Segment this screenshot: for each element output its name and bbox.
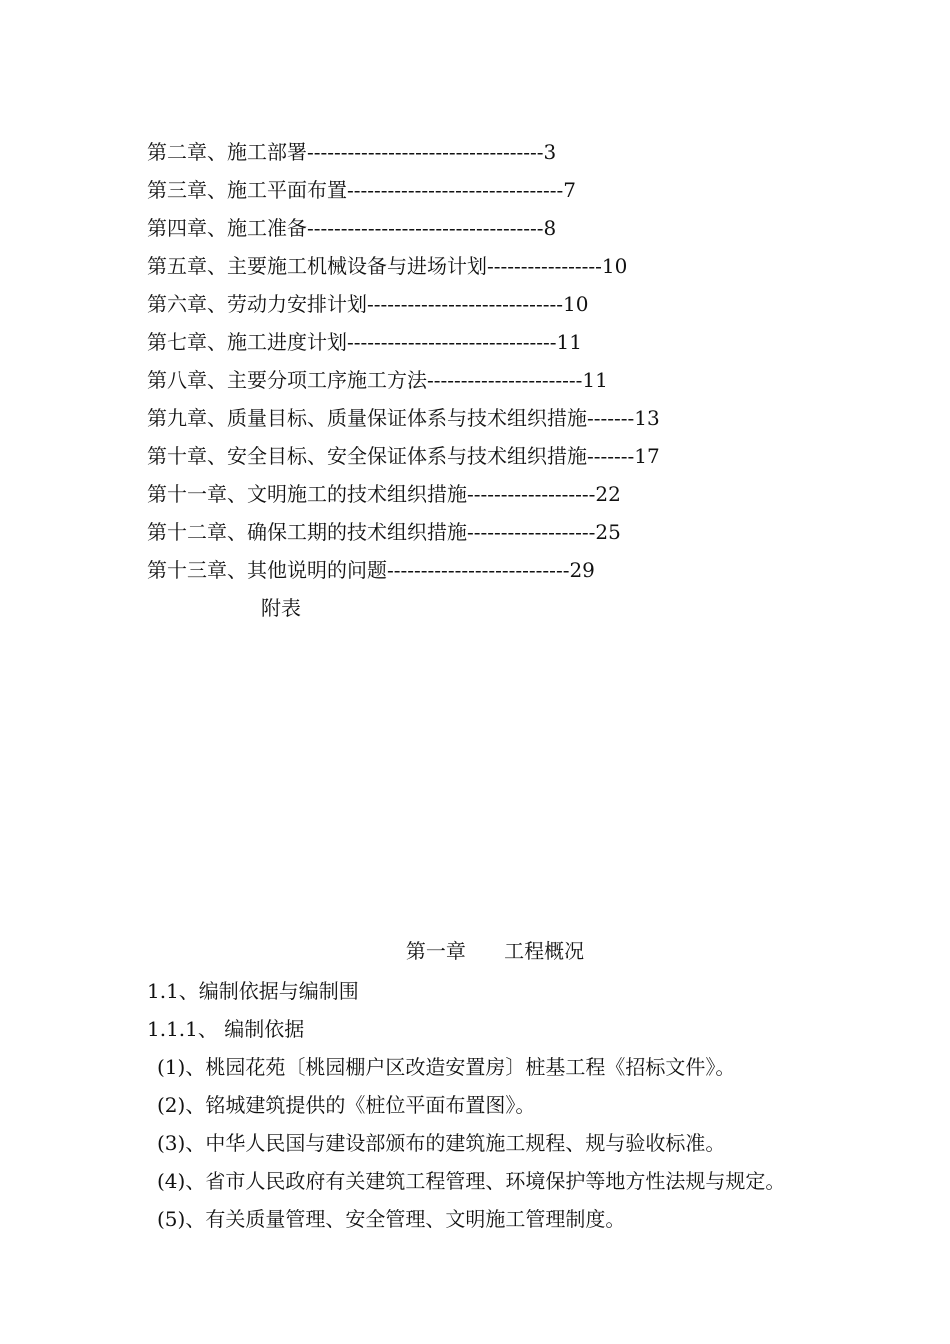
toc-entry[interactable]: 第五章、主要施工机械设备与进场计划-----------------10	[147, 254, 628, 278]
chapter-body	[147, 977, 907, 1243]
toc-entry[interactable]: 第十章、安全目标、安全保证体系与技术组织措施-------17	[147, 444, 660, 468]
chapter-heading: 第一章 工程概况	[405, 939, 585, 963]
basis-list-item: (2)、铭城建筑提供的《桩位平面布置图》。	[157, 1093, 536, 1117]
toc-entry[interactable]: 第十二章、确保工期的技术组织措施-------------------25	[147, 520, 621, 544]
toc-entry[interactable]: 第七章、施工进度计划-------------------------------11	[147, 330, 582, 354]
toc-entry[interactable]: 第四章、施工准备-----------------------------------8	[147, 216, 557, 240]
section-heading: 1.1、编制依据与编制围	[147, 979, 359, 1003]
toc-entry[interactable]: 第十三章、其他说明的问题---------------------------29	[147, 558, 595, 582]
subsection-heading: 1.1.1、 编制依据	[147, 1017, 305, 1041]
basis-list-item: (4)、省市人民政府有关建筑工程管理、环境保护等地方性法规与规定。	[157, 1169, 786, 1193]
toc-entry[interactable]: 第六章、劳动力安排计划-----------------------------10	[147, 292, 589, 316]
toc-entry[interactable]: 第十一章、文明施工的技术组织措施-------------------22	[147, 482, 621, 506]
basis-list-item: (1)、桃园花苑〔桃园棚户区改造安置房〕桩基工程《招标文件》。	[157, 1055, 736, 1079]
basis-list-item: (3)、中华人民国与建设部颁布的建筑施工规程、规与验收标准。	[157, 1131, 726, 1155]
toc-entry[interactable]: 第八章、主要分项工序施工方法-----------------------11	[147, 368, 608, 392]
toc-entry[interactable]: 第三章、施工平面布置--------------------------------7	[147, 178, 576, 202]
toc-appendix-label[interactable]: 附表	[261, 596, 301, 620]
toc-entry[interactable]: 第九章、质量目标、质量保证体系与技术组织措施-------13	[147, 406, 660, 430]
basis-list-item: (5)、有关质量管理、安全管理、文明施工管理制度。	[157, 1207, 626, 1231]
toc-entry[interactable]: 第二章、施工部署-----------------------------------3	[147, 140, 557, 164]
table-of-contents	[147, 138, 747, 594]
